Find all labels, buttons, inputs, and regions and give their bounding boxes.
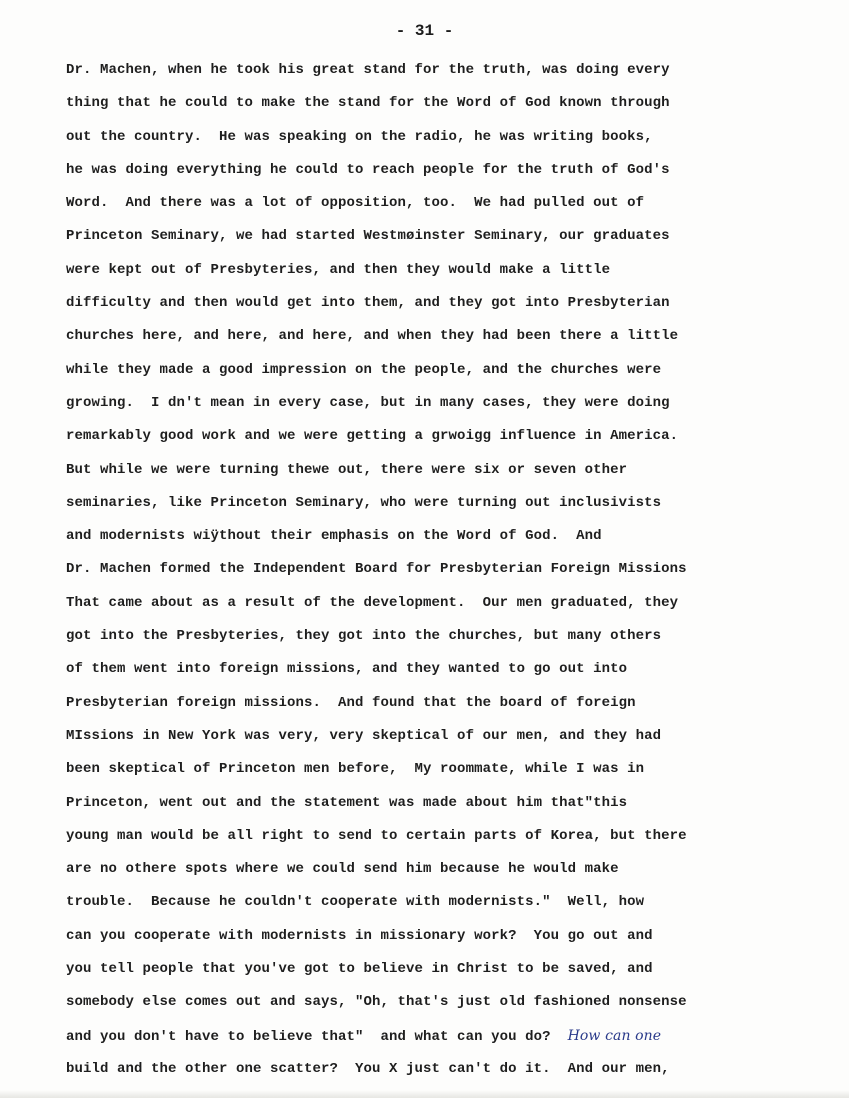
text-line (66, 1024, 826, 1057)
typed-text: can you cooperate with modernists in missionary work? You go out and (66, 927, 653, 944)
text-line (66, 491, 826, 524)
text-line (66, 657, 826, 690)
typed-text: he was doing everything he could to reach people for the truth of God's (66, 161, 670, 178)
typed-text: remarkably good work and we were getting a grwoigg influence in America. (66, 428, 679, 445)
text-line (66, 557, 826, 590)
text-line (66, 757, 826, 790)
typed-text: got into the Presbyteries, they got into the churches, but many others (66, 628, 662, 645)
typed-text: Princeton, went out and the statement was made about him that"this (66, 794, 628, 811)
page-number: - 31 - (395, 22, 454, 40)
typed-text: thing that he could to make the stand for the Word of God known through (66, 95, 670, 112)
typed-text: churches here, and here, and here, and when they had been there a little (66, 328, 679, 345)
typed-text: were kept out of Presbyteries, and then they would make a little (66, 261, 611, 278)
text-line (66, 990, 826, 1023)
text-line (66, 258, 826, 291)
text-line (66, 624, 826, 657)
typed-text: MIssions in New York was very, very skeptical of our men, and they had (66, 727, 662, 744)
text-line (66, 890, 826, 923)
text-line (66, 857, 826, 890)
typed-text: and modernists wiÿthout their emphasis on the Word of God. And (66, 528, 602, 545)
text-line (66, 591, 826, 624)
typed-text: young man would be all right to send to certain parts of Korea, but there (66, 827, 687, 844)
text-line (66, 957, 826, 990)
typed-text: difficulty and then would get into them, and they got into Presbyterian (66, 295, 670, 312)
text-line (66, 91, 826, 124)
text-line (66, 58, 826, 91)
text-line (66, 724, 826, 757)
page-edge (0, 1090, 849, 1098)
typed-text: That came about as a result of the development. Our men graduated, they (66, 594, 679, 611)
text-line (66, 524, 826, 557)
typed-text: while they made a good impression on the people, and the churches were (66, 361, 662, 378)
typed-text: Presbyterian foreign missions. And found that the board of foreign (66, 694, 636, 711)
handwritten-annotation: How can one (567, 1027, 662, 1044)
typed-text: and you don't have to believe that" and what can you do? (66, 1028, 568, 1045)
typed-text: Dr. Machen formed the Independent Board for Presbyterian Foreign Missions (66, 561, 687, 578)
typed-text: But while we were turning thewe out, there were six or seven other (66, 461, 628, 478)
text-line (66, 125, 826, 158)
typed-text: Dr. Machen, when he took his great stand for the truth, was doing every (66, 62, 670, 78)
typed-text: seminaries, like Princeton Seminary, who were turning out inclusivists (66, 494, 662, 511)
typed-text: growing. I dn't mean in every case, but in many cases, they were doing (66, 394, 670, 411)
typed-text: Word. And there was a lot of opposition, too. We had pulled out of (66, 195, 645, 212)
typed-text: somebody else comes out and says, "Oh, that's just old fashioned nonsense (66, 994, 687, 1011)
text-line (66, 824, 826, 857)
text-line (66, 424, 826, 457)
text-line (66, 358, 826, 391)
body-text (66, 58, 826, 1090)
typed-text: you tell people that you've got to believe in Christ to be saved, and (66, 961, 653, 978)
text-line (66, 458, 826, 491)
text-line (66, 291, 826, 324)
text-line (66, 391, 826, 424)
typed-text: trouble. Because he couldn't cooperate with modernists." Well, how (66, 894, 645, 911)
typed-text: Princeton Seminary, we had started Westmøinster Seminary, our graduates (66, 228, 670, 245)
typed-text: been skeptical of Princeton men before, My roommate, while I was in (66, 761, 645, 778)
text-line (66, 224, 826, 257)
typed-text: are no othere spots where we could send him because he would make (66, 861, 619, 878)
text-line (66, 191, 826, 224)
text-line (66, 324, 826, 357)
text-line (66, 1057, 826, 1090)
typed-text: out the country. He was speaking on the radio, he was writing books, (66, 128, 653, 145)
text-line (66, 791, 826, 824)
text-line (66, 691, 826, 724)
typed-text: build and the other one scatter? You X just can't do it. And our men, (66, 1060, 670, 1077)
typed-text: of them went into foreign missions, and they wanted to go out into (66, 661, 628, 678)
text-line (66, 924, 826, 957)
text-line (66, 158, 826, 191)
